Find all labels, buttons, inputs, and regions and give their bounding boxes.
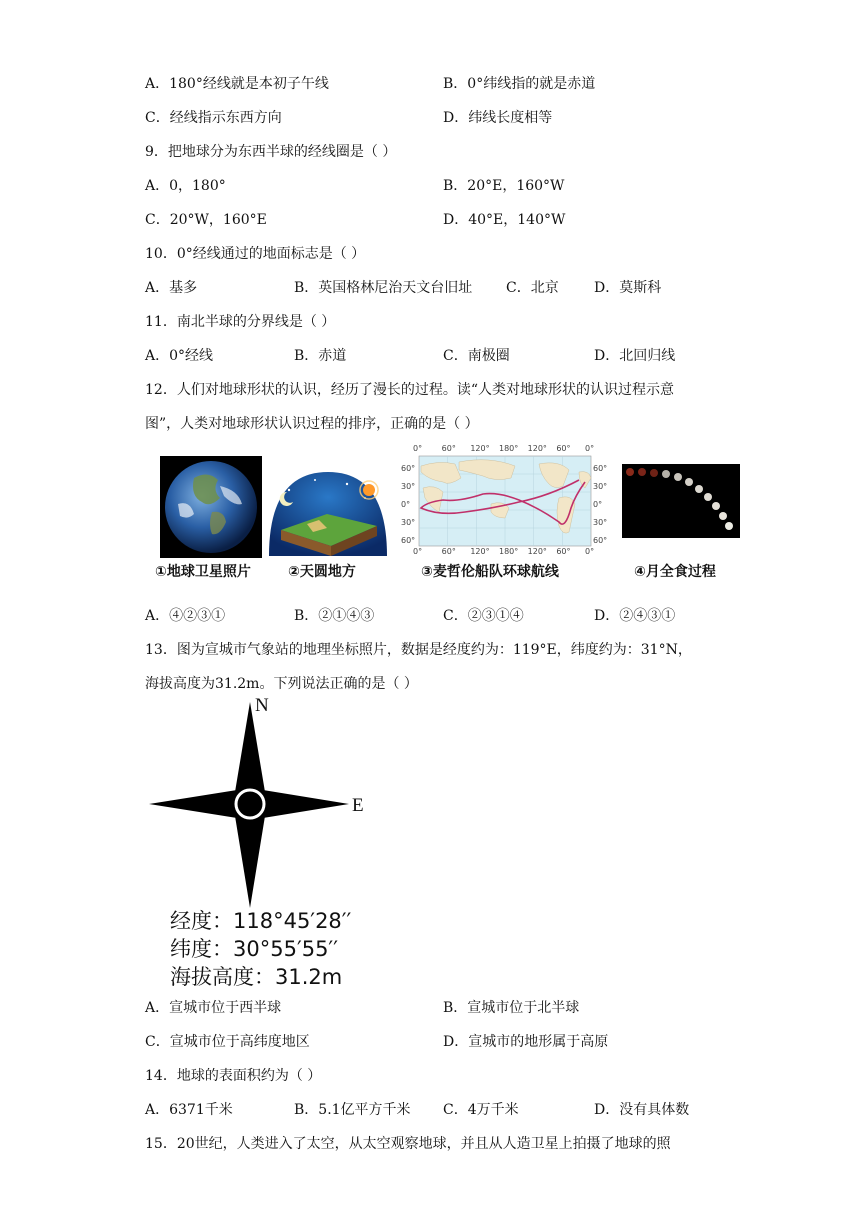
map-tick-label: 120° — [470, 444, 490, 453]
q14-stem: 14．地球的表面积约为（ ） — [145, 1068, 322, 1084]
q10-stem: 10．0°经线通过的地面标志是（ ） — [145, 246, 366, 262]
map-tick-label: 120° — [527, 547, 547, 556]
map-tick-label: 120° — [527, 444, 547, 453]
map-tick-label: 0° — [585, 547, 595, 556]
round-sky-square-earth-image — [267, 468, 389, 560]
q11-stem: 11．南北半球的分界线是（ ） — [145, 314, 336, 330]
q10-option-c: C．北京 — [506, 280, 559, 296]
q9-option-b: B．20°E，160°W — [443, 178, 565, 194]
q13-option-c: C．宣城市位于高纬度地区 — [145, 1034, 310, 1050]
longitude-readout: 经度：118°45′28′′ — [170, 909, 352, 933]
map-tick-label: 60° — [556, 547, 571, 556]
q8-option-b: B．0°纬线指的就是赤道 — [443, 76, 596, 92]
q11-option-d: D．北回归线 — [594, 348, 676, 364]
earth-satellite-photo — [160, 456, 262, 558]
q12-option-b: B．②①④③ — [294, 608, 375, 624]
map-tick-label: 60° — [441, 547, 456, 556]
latitude-readout: 纬度：30°55′55′′ — [170, 937, 338, 961]
caption-magellan-route: ③麦哲伦船队环球航线 — [421, 564, 559, 580]
map-tick-label: 0° — [401, 500, 411, 509]
q10-option-d: D．莫斯科 — [594, 280, 662, 296]
map-tick-label: 180° — [499, 547, 519, 556]
q12-stem-line1: 12．人们对地球形状的认识，经历了漫长的过程。读“人类对地球形状的认识过程示意 — [145, 382, 674, 398]
q15-stem: 15．20世纪，人类进入了太空，从太空观察地球，并且从人造卫星上拍摄了地球的照 — [145, 1136, 671, 1152]
map-tick-label: 0° — [413, 444, 423, 453]
map-tick-label: 60° — [441, 444, 456, 453]
q12-figure — [155, 442, 745, 582]
map-tick-label: 60° — [401, 536, 416, 545]
caption-round-sky: ②天圆地方 — [288, 564, 356, 580]
q8-option-d: D．纬线长度相等 — [443, 110, 553, 126]
caption-lunar-eclipse: ④月全食过程 — [634, 564, 716, 580]
map-tick-label: 30° — [401, 518, 416, 527]
compass-east-label: E — [352, 795, 364, 816]
map-tick-label: 0° — [585, 444, 595, 453]
map-tick-label: 30° — [593, 518, 608, 527]
q12-stem-line2: 图”，人类对地球形状认识过程的排序，正确的是（ ） — [145, 416, 479, 432]
q14-option-d: D．没有具体数 — [594, 1102, 690, 1118]
map-tick-label: 120° — [470, 547, 490, 556]
map-tick-label: 0° — [413, 547, 423, 556]
q12-option-a: A．④②③① — [145, 608, 226, 624]
map-tick-label: 60° — [593, 464, 608, 473]
q12-option-c: C．②③①④ — [443, 608, 524, 624]
map-tick-label: 60° — [556, 444, 571, 453]
lunar-eclipse-image — [622, 464, 740, 538]
q14-option-c: C．4万千米 — [443, 1102, 519, 1118]
map-tick-label: 60° — [401, 464, 416, 473]
compass-north-label: N — [255, 695, 269, 716]
compass-rose — [145, 700, 360, 910]
q14-option-a: A．6371千米 — [145, 1102, 233, 1118]
map-tick-label: 30° — [401, 482, 416, 491]
q9-option-c: C．20°W，160°E — [145, 212, 267, 228]
q12-option-d: D．②④③① — [594, 608, 676, 624]
map-tick-label: 180° — [499, 444, 519, 453]
map-tick-label: 60° — [593, 536, 608, 545]
q8-option-c: C．经线指示东西方向 — [145, 110, 282, 126]
caption-satellite-photo: ①地球卫星照片 — [155, 564, 251, 580]
map-tick-label: 0° — [593, 500, 603, 509]
q10-option-a: A．基多 — [145, 280, 198, 296]
q13-stem-line2: 海拔高度为31.2m。下列说法正确的是（ ） — [145, 676, 418, 692]
q11-option-b: B．赤道 — [294, 348, 347, 364]
q11-option-a: A．0°经线 — [145, 348, 214, 364]
map-tick-label: 30° — [593, 482, 608, 491]
q14-option-b: B．5.1亿平方千米 — [294, 1102, 411, 1118]
q9-stem: 9．把地球分为东西半球的经线圈是（ ） — [145, 144, 397, 160]
altitude-readout: 海拔高度：31.2m — [170, 965, 343, 989]
q13-option-d: D．宣城市的地形属于高原 — [443, 1034, 609, 1050]
q13-option-b: B．宣城市位于北半球 — [443, 1000, 580, 1016]
magellan-route-map — [399, 442, 609, 558]
q10-option-b: B．英国格林尼治天文台旧址 — [294, 280, 473, 296]
q13-option-a: A．宣城市位于西半球 — [145, 1000, 282, 1016]
q9-option-d: D．40°E，140°W — [443, 212, 566, 228]
q11-option-c: C．南极圈 — [443, 348, 510, 364]
q8-option-a: A．180°经线就是本初子午线 — [145, 76, 329, 92]
q9-option-a: A．0，180° — [145, 178, 226, 194]
q13-stem-line1: 13．图为宣城市气象站的地理坐标照片，数据是经度约为：119°E，纬度约为：31°N， — [145, 642, 692, 658]
